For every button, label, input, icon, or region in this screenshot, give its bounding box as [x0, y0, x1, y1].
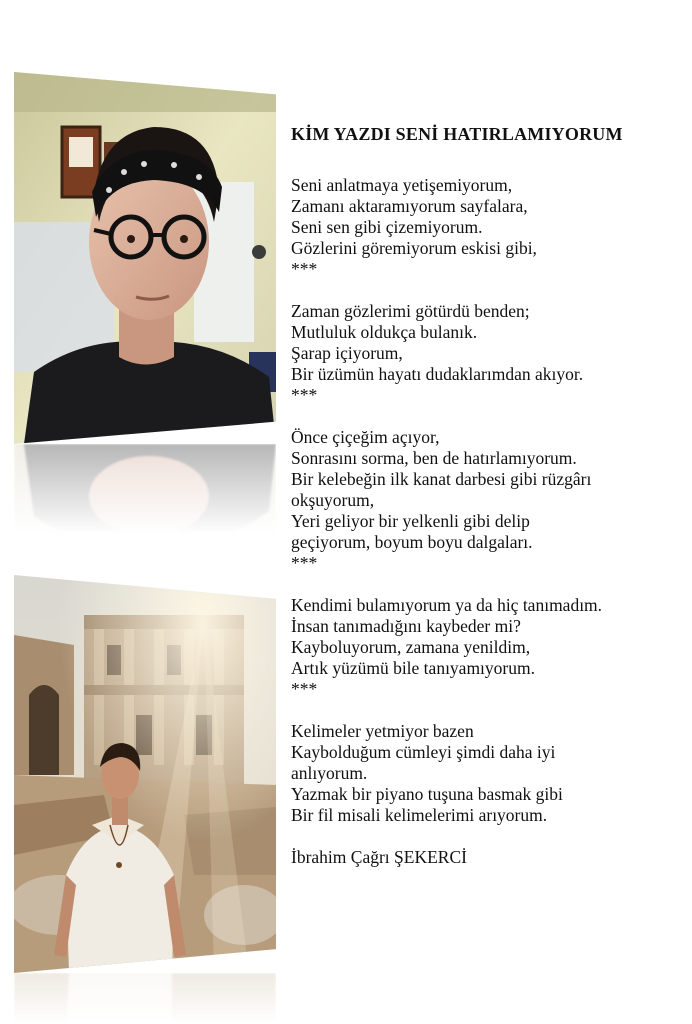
stanza-separator: *** [291, 679, 318, 699]
poem [291, 124, 691, 868]
poem-line: Kelimeler yetmiyor bazen [291, 721, 474, 741]
poem-line: Bir kelebeğin ilk kanat darbesi gibi rüzgârı [291, 469, 592, 489]
poem-line: geçiyorum, boyum boyu dalgaları. [291, 532, 533, 552]
ruins-photo [14, 575, 276, 973]
ruins-photo-frame [14, 575, 276, 1023]
poem-author: İbrahim Çağrı ŞEKERCİ [291, 847, 467, 867]
poem-line: Yazmak bir piyano tuşuna basmak gibi [291, 784, 563, 804]
poem-line: Kayboluyorum, zamana yenildim, [291, 637, 531, 657]
stanza-separator: *** [291, 553, 318, 573]
stanza-separator: *** [291, 385, 318, 405]
poem-title: KİM YAZDI SENİ HATIRLAMIYORUM [291, 124, 623, 144]
portrait-photo-frame [14, 72, 276, 534]
poem-line: Bir fil misali kelimelerimi arıyorum. [291, 805, 548, 825]
poem-line: Yeri geliyor bir yelkenli gibi delip [291, 511, 530, 531]
poem-line: anlıyorum. [291, 763, 368, 783]
poem-line: Artık yüzümü bile tanıyamıyorum. [291, 658, 535, 678]
poem-line: Önce çiçeğim açıyor, [291, 427, 440, 447]
poem-line: Gözlerini göremiyorum eskisi gibi, [291, 238, 537, 258]
poem-line: Zaman gözlerimi götürdü benden; [291, 301, 530, 321]
portrait-photo-reflection [14, 444, 276, 534]
poem-line: Bir üzümün hayatı dudaklarımdan akıyor. [291, 364, 584, 384]
stanza-2 [291, 301, 691, 406]
poem-line: Seni sen gibi çizemiyorum. [291, 217, 483, 237]
poem-line: Kendimi bulamıyorum ya da hiç tanımadım. [291, 595, 603, 615]
stanza-separator: *** [291, 259, 318, 279]
portrait-photo [14, 72, 276, 444]
poem-line: İnsan tanımadığını kaybeder mi? [291, 616, 521, 636]
poem-line: Kaybolduğum cümleyi şimdi daha iyi [291, 742, 556, 762]
stanza-1 [291, 175, 691, 280]
stanza-4 [291, 595, 691, 700]
poem-line: okşuyorum, [291, 490, 375, 510]
poem-line: Şarap içiyorum, [291, 343, 403, 363]
poem-line: Seni anlatmaya yetişemiyorum, [291, 175, 513, 195]
poem-line: Mutluluk oldukça bulanık. [291, 322, 478, 342]
poem-line: Sonrasını sorma, ben de hatırlamıyorum. [291, 448, 577, 468]
ruins-photo-reflection [14, 973, 276, 1023]
stanza-3 [291, 427, 691, 574]
stanza-5 [291, 721, 691, 826]
poem-line: Zamanı aktaramıyorum sayfalara, [291, 196, 528, 216]
